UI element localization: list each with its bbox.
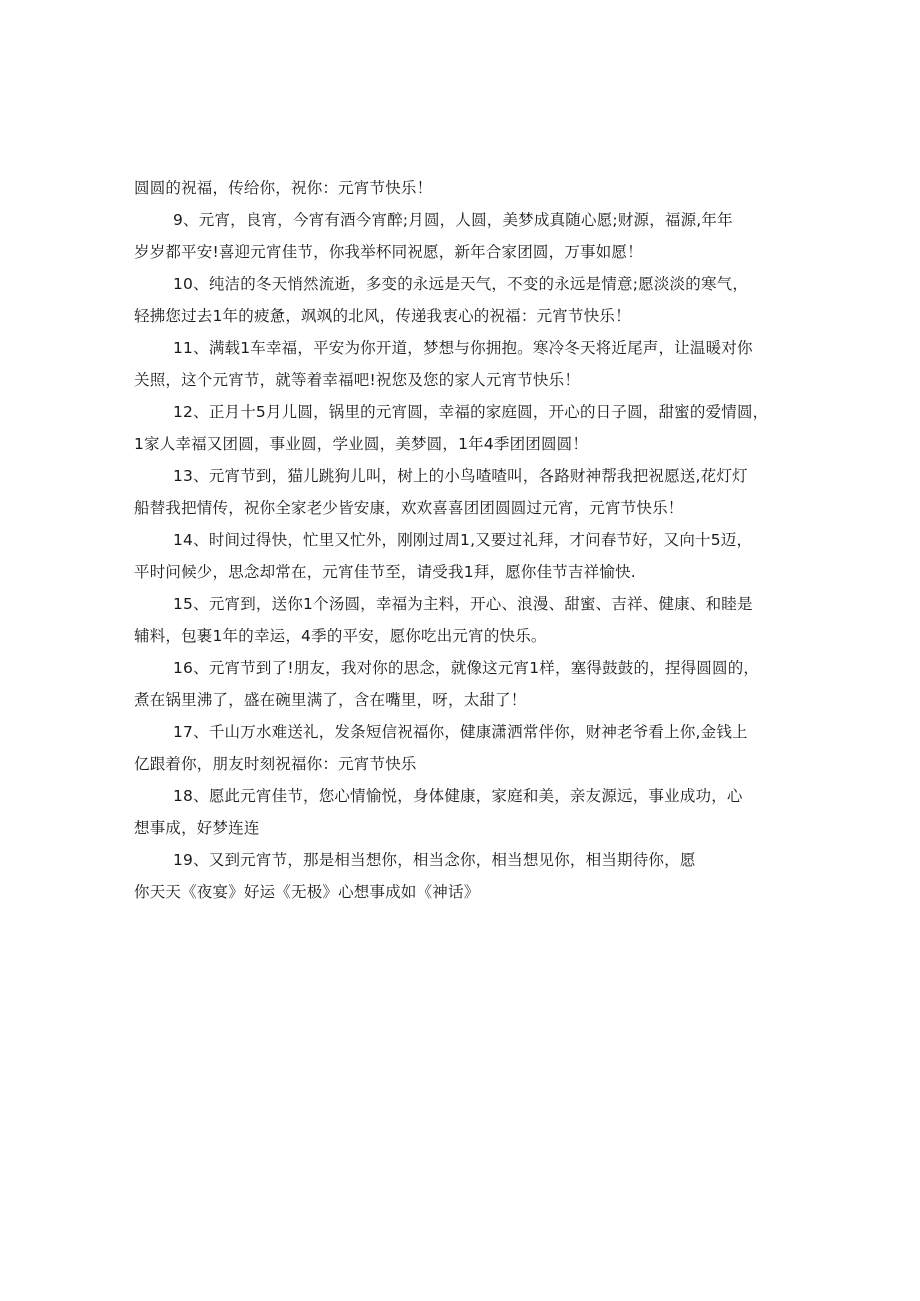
text-line: 17、千山万水难送礼，发条短信祝福你，健康潇洒常伴你，财神老爷看上你,金钱上 xyxy=(173,723,748,741)
paragraph-10 xyxy=(134,268,794,332)
text-line: 1家人幸福又团圆，事业圆，学业圆，美梦圆，1年4季团团圆圆！ xyxy=(134,435,589,453)
text-line: 平时问候少，思念却常在，元宵佳节至，请受我1拜，愿你佳节吉祥愉快. xyxy=(134,563,636,581)
text-line: 14、时间过得快，忙里又忙外，刚刚过周1,又要过礼拜，才问春节好，又向十5迈， xyxy=(173,531,753,549)
text-line: 煮在锅里沸了，盛在碗里满了，含在嘴里，呀，太甜了！ xyxy=(134,691,527,709)
text-line: 11、满载1车幸福，平安为你开道，梦想与你拥抱。寒冷冬天将近尾声，让温暖对你 xyxy=(173,339,753,357)
paragraph-18 xyxy=(134,780,794,844)
text-line: 亿跟着你，朋友时刻祝福你：元宵节快乐 xyxy=(134,755,417,773)
text-line: 18、愿此元宵佳节，您心情愉悦，身体健康，家庭和美，亲友源远，事业成功，心 xyxy=(173,787,743,805)
paragraph-12 xyxy=(134,396,794,460)
text-line: 10、纯洁的冬天悄然流逝，多变的永远是天气，不变的永远是情意;愿淡淡的寒气， xyxy=(173,275,749,293)
text-line: 辅料，包裹1年的幸运，4季的平安，愿你吃出元宵的快乐。 xyxy=(134,627,547,645)
text-line: 你天天《夜宴》好运《无极》心想事成如《神话》 xyxy=(134,883,480,901)
text-line: 13、元宵节到，猫儿跳狗儿叫，树上的小鸟喳喳叫，各路财神帮我把祝愿送,花灯灯 xyxy=(173,467,748,485)
paragraph-14 xyxy=(134,524,794,588)
paragraph-8-tail xyxy=(134,172,794,204)
paragraph-13 xyxy=(134,460,794,524)
paragraph-11 xyxy=(134,332,794,396)
text-line: 想事成，好梦连连 xyxy=(134,819,260,837)
text-line: 12、正月十5月儿圆，锅里的元宵圆，幸福的家庭圆，开心的日子圆，甜蜜的爱情圆， xyxy=(173,403,769,421)
text-line: 15、元宵到，送你1个汤圆，幸福为主料，开心、浪漫、甜蜜、吉祥、健康、和睦是 xyxy=(173,595,753,613)
text-line: 关照，这个元宵节，就等着幸福吧!祝您及您的家人元宵节快乐！ xyxy=(134,371,581,389)
paragraph-19 xyxy=(134,844,794,908)
paragraph-9 xyxy=(134,204,794,268)
text-line: 9、元宵，良宵，今宵有酒今宵醉;月圆，人圆，美梦成真随心愿;财源，福源,年年 xyxy=(173,211,733,229)
text-line: 16、元宵节到了!朋友，我对你的思念，就像这元宵1样，塞得鼓鼓的，捏得圆圆的， xyxy=(173,659,760,677)
text-line: 船替我把情传，祝你全家老少皆安康，欢欢喜喜团团圆圆过元宵，元宵节快乐！ xyxy=(134,499,684,517)
paragraph-17 xyxy=(134,716,794,780)
text-line: 岁岁都平安!喜迎元宵佳节，你我举杯同祝愿，新年合家团圆，万事如愿！ xyxy=(134,243,643,261)
text-line: 19、又到元宵节，那是相当想你，相当念你，相当想见你，相当期待你，愿 xyxy=(173,851,696,869)
document-body xyxy=(134,172,794,908)
paragraph-15 xyxy=(134,588,794,652)
text-line: 轻拂您过去1年的疲惫，飒飒的北风，传递我衷心的祝福：元宵节快乐！ xyxy=(134,307,631,325)
paragraph-16 xyxy=(134,652,794,716)
text-line: 圆圆的祝福，传给你，祝你：元宵节快乐！ xyxy=(134,179,433,197)
